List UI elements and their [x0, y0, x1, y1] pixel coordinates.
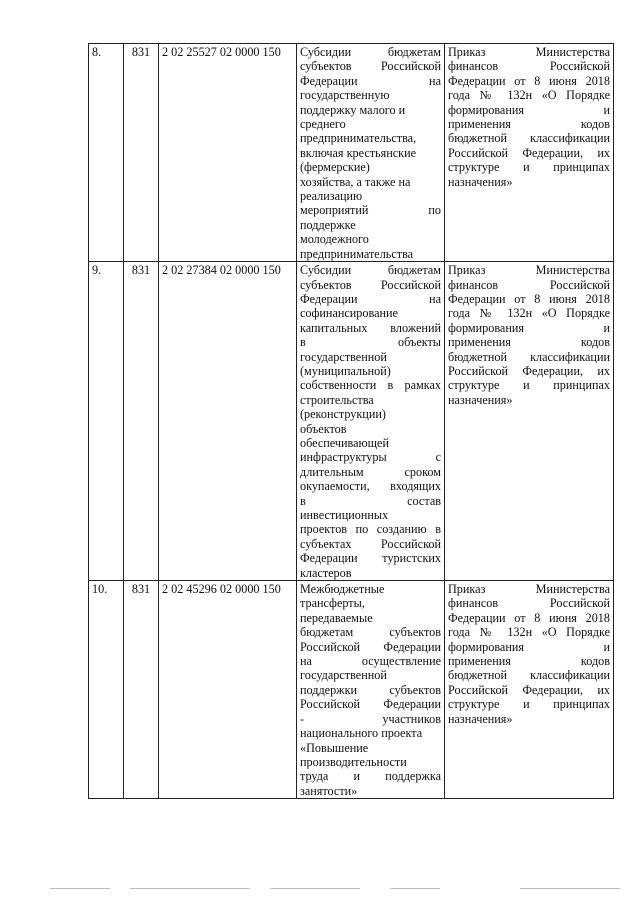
legal-basis-line: бюджетной классификации	[448, 668, 610, 683]
revenue-name-line: Субсидии бюджетам	[300, 263, 441, 278]
budget-code-cell: 2 02 27384 02 0000 150	[159, 262, 297, 581]
revenue-name-line: окупаемости, входящих	[300, 479, 441, 494]
legal-basis-line: Российской Федерации, их	[448, 145, 610, 160]
legal-basis-line: Приказ Министерства	[448, 263, 610, 278]
revenue-name-line: передаваемые	[300, 610, 373, 625]
admin-code-cell: 831	[124, 262, 159, 581]
legal-basis-line: года № 132н «О Порядке	[448, 306, 610, 321]
revenue-name-line: проектов по созданию в	[300, 522, 441, 537]
revenue-name-line: длительным сроком	[300, 464, 441, 479]
revenue-name-line: (муниципальной)	[300, 363, 391, 378]
revenue-name-line: строительства	[300, 392, 374, 407]
revenue-name-line: реализацию	[300, 189, 363, 204]
revenue-name-line: «Повышение	[300, 740, 369, 755]
legal-basis-line: бюджетной классификации	[448, 131, 610, 146]
table-body	[89, 44, 614, 799]
revenue-name-line: хозяйства, а также на	[300, 174, 411, 189]
legal-basis-line: формирования и	[448, 102, 610, 117]
revenue-name-line: мероприятий по	[300, 203, 441, 218]
revenue-name-line: на осуществление	[300, 654, 441, 669]
legal-basis-line: Федерации от 8 июня 2018	[448, 73, 610, 88]
row-number-cell: 10.	[89, 581, 124, 799]
revenue-name-line: бюджетам субъектов	[300, 625, 441, 640]
revenue-name-line: поддержке	[300, 217, 356, 232]
row-number-cell: 9.	[89, 262, 124, 581]
legal-basis-line: бюджетной классификации	[448, 349, 610, 364]
revenue-name-line: кластеров	[300, 565, 352, 580]
legal-basis-line: финансов Российской	[448, 277, 610, 292]
revenue-name-line: национального проекта	[300, 726, 423, 741]
revenue-name-line: субъектах Российской	[300, 536, 441, 551]
revenue-name-cell	[297, 262, 445, 581]
revenue-name-line: субъектов Российской	[300, 277, 441, 292]
legal-basis-line: Федерации от 8 июня 2018	[448, 291, 610, 306]
legal-basis-line: структуре и принципах	[448, 697, 610, 712]
revenue-name-cell	[297, 44, 445, 262]
budget-code-cell: 2 02 25527 02 0000 150	[159, 44, 297, 262]
legal-basis-line: применения кодов	[448, 335, 610, 350]
revenue-name-line: в объекты	[300, 335, 441, 350]
legal-basis-line: формирования и	[448, 320, 610, 335]
revenue-name-line: капитальных вложений	[300, 320, 441, 335]
revenue-name-line: молодежного	[300, 232, 369, 247]
revenue-name-line: предпринимательства	[300, 246, 414, 261]
legal-basis-line: структуре и принципах	[448, 160, 610, 175]
legal-basis-line: формирования и	[448, 639, 610, 654]
revenue-name-line: среднего	[300, 117, 346, 132]
revenue-name-line: инвестиционных	[300, 508, 389, 522]
revenue-name-line: Федерации туристских	[300, 551, 441, 566]
legal-basis-cell	[445, 581, 614, 799]
legal-basis-line: финансов Российской	[448, 59, 610, 74]
revenue-name-line: занятости»	[300, 783, 358, 798]
legal-basis-line: назначения»	[448, 392, 513, 407]
revenue-name-line: включая крестьянские	[300, 145, 417, 160]
revenue-name-line: Российской Федерации	[300, 697, 441, 712]
table-row	[89, 581, 614, 799]
legal-basis-line: назначения»	[448, 711, 513, 726]
revenue-name-line: Межбюджетные	[300, 582, 385, 597]
revenue-name-line: государственной	[300, 668, 387, 683]
revenue-name-line: государственную	[300, 88, 390, 103]
table-row	[89, 262, 614, 581]
revenue-name-line: государственной	[300, 349, 387, 364]
legal-basis-cell	[445, 262, 614, 581]
revenue-name-line: софинансирование	[300, 306, 398, 321]
legal-basis-line: Приказ Министерства	[448, 582, 610, 597]
legal-basis-line: Федерации от 8 июня 2018	[448, 610, 610, 625]
admin-code-cell: 831	[124, 44, 159, 262]
revenue-name-line: поддержку малого и	[300, 102, 406, 117]
row-number-cell: 8.	[89, 44, 124, 262]
legal-basis-line: года № 132н «О Порядке	[448, 88, 610, 103]
legal-basis-line: Российской Федерации, их	[448, 363, 610, 378]
legal-basis-line: назначения»	[448, 174, 513, 189]
legal-basis-line: Российской Федерации, их	[448, 682, 610, 697]
scan-artifact-marks	[20, 888, 620, 891]
revenue-name-line: собственности в рамках	[300, 378, 441, 393]
revenue-name-line: в состав	[300, 493, 441, 508]
legal-basis-line: структуре и принципах	[448, 378, 610, 393]
revenue-name-line: Федерации на	[300, 73, 441, 88]
revenue-name-line: Субсидии бюджетам	[300, 45, 441, 59]
legal-basis-line: применения кодов	[448, 654, 610, 669]
revenue-name-line: Российской Федерации	[300, 639, 441, 654]
revenue-name-line: трансферты,	[300, 596, 365, 611]
revenue-name-line: (реконструкции)	[300, 407, 386, 422]
revenue-name-line: поддержки субъектов	[300, 682, 441, 697]
revenue-name-line: - участников	[300, 711, 441, 726]
legal-basis-line: применения кодов	[448, 117, 610, 132]
legal-basis-line: Приказ Министерства	[448, 45, 610, 59]
revenue-name-line: обеспечивающей	[300, 435, 389, 450]
revenue-name-line: объектов	[300, 421, 347, 436]
legal-basis-line: года № 132н «О Порядке	[448, 625, 610, 640]
admin-code-cell: 831	[124, 581, 159, 799]
budget-code-cell: 2 02 45296 02 0000 150	[159, 581, 297, 799]
revenue-name-line: инфраструктуры с	[300, 450, 441, 465]
revenue-name-line: предпринимательства,	[300, 131, 417, 146]
revenue-name-line: Федерации на	[300, 291, 441, 306]
revenue-name-line: (фермерские)	[300, 160, 370, 175]
revenue-name-line: труда и поддержка	[300, 769, 441, 784]
legal-basis-line: финансов Российской	[448, 596, 610, 611]
revenue-name-cell	[297, 581, 445, 799]
legal-basis-cell	[445, 44, 614, 262]
revenue-name-line: субъектов Российской	[300, 59, 441, 74]
table-row	[89, 44, 614, 262]
budget-codes-table	[88, 43, 614, 799]
revenue-name-line: производительности	[300, 754, 407, 769]
